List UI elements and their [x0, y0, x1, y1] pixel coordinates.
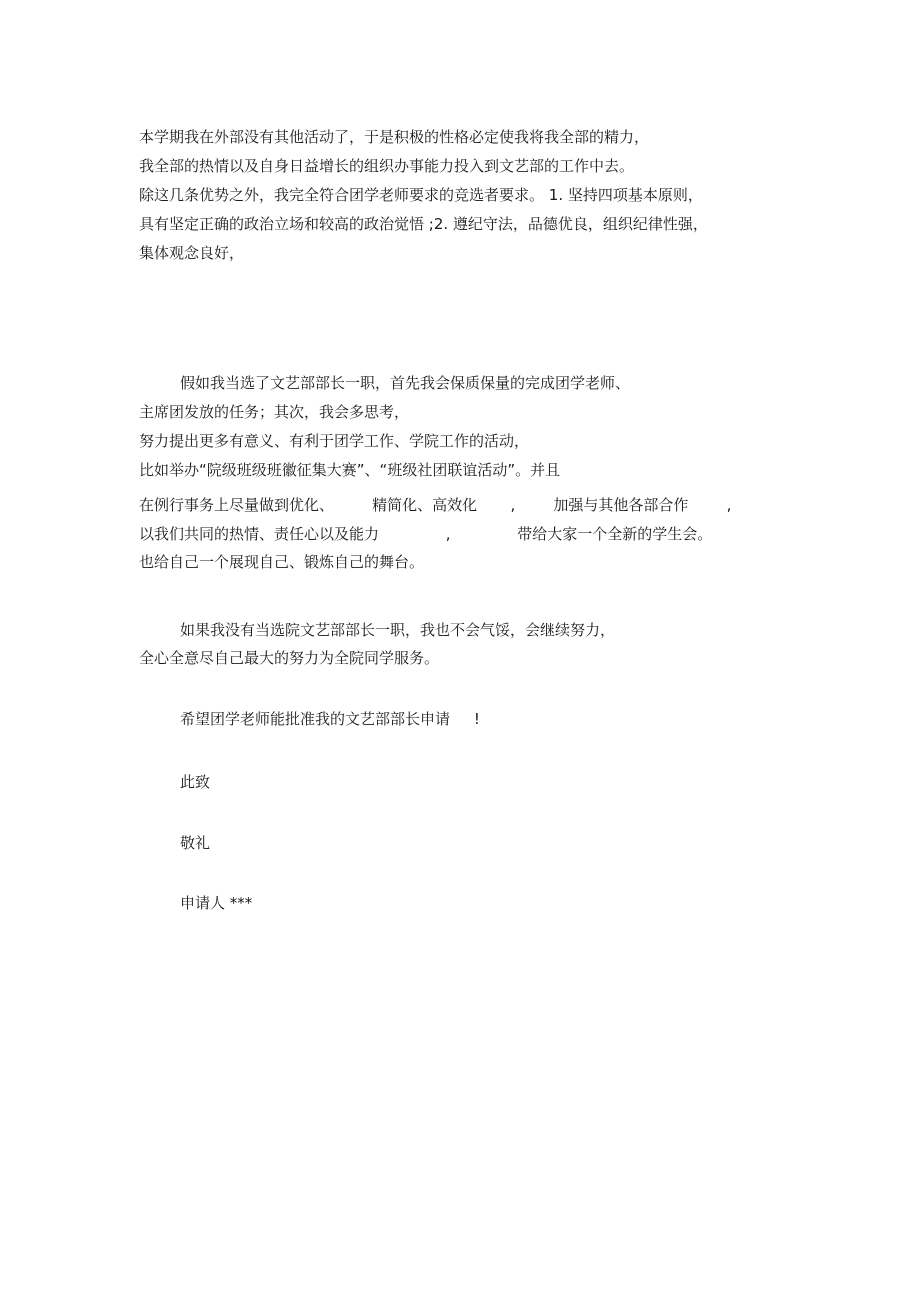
paragraph2-line6: 以我们共同的热情、责任心以及能力 , 带给大家一个全新的学生会。 [139, 525, 713, 543]
paragraph1-line1: 本学期我在外部没有其他活动了，于是积极的性格必定使我将我全部的精力， [139, 128, 650, 146]
paragraph1-line2: 我全部的热情以及自身日益增长的组织办事能力投入到文艺部的工作中去。 [139, 157, 635, 175]
closing-jing-li: 敬礼 [180, 834, 211, 852]
signature: 申请人 *** [180, 894, 253, 912]
paragraph1-line5: 集体观念良好， [139, 244, 245, 262]
paragraph2-line1: 假如我当选了文艺部部长一职，首先我会保质保量的完成团学老师、 [180, 374, 631, 392]
paragraph2-line4: 比如举办“院级班级班徽征集大赛”、“班级社团联谊活动”。并且 [139, 461, 561, 479]
closing-ci-zhi: 此致 [180, 773, 211, 791]
paragraph1-line4: 具有坚定正确的政治立场和较高的政治觉悟 ;2. 遵纪守法，品德优良，组织纪律性强， [139, 215, 708, 233]
paragraph1-line3: 除这几条优势之外，我完全符合团学老师要求的竞选者要求。 1. 坚持四项基本原则， [139, 186, 703, 204]
hope-line: 希望团学老师能批准我的文艺部部长申请 ! [180, 710, 480, 728]
paragraph2-line2: 主席团发放的任务；其次，我会多思考， [139, 403, 410, 421]
paragraph3-line1: 如果我没有当选院文艺部部长一职，我也不会气馁，会继续努力， [180, 621, 616, 639]
paragraph2-line3: 努力提出更多有意义、有利于团学工作、学院工作的活动， [139, 432, 530, 450]
paragraph3-line2: 全心全意尽自己最大的努力为全院同学服务。 [139, 649, 440, 667]
paragraph2-line5: 在例行事务上尽量做到优化、 精简化、高效化 , 加强与其他各部合作 , [139, 496, 732, 514]
paragraph2-line7: 也给自己一个展现自己、锻炼自己的舞台。 [139, 553, 425, 571]
